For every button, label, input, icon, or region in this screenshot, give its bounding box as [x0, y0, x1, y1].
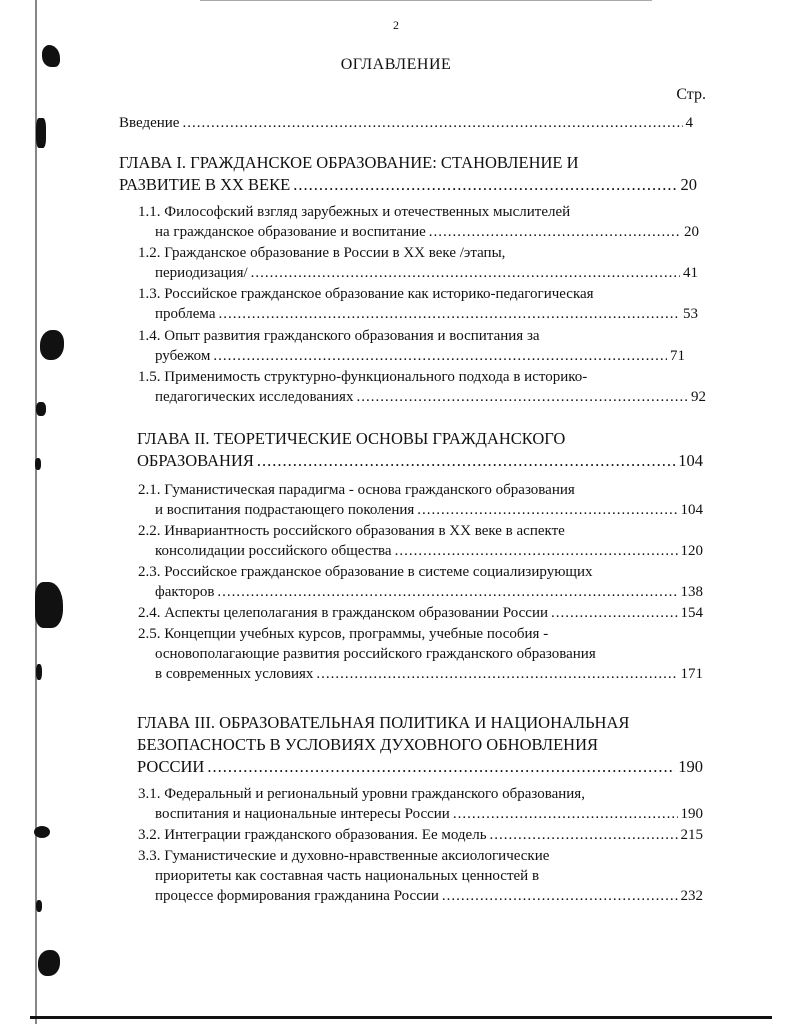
- toc-section-1-1[interactable]: [138, 202, 699, 242]
- toc-section-3-1[interactable]: [138, 784, 703, 824]
- section-title-line: 2.2. Инвариантность российского образования в XX веке в аспекте: [138, 523, 565, 539]
- section-page: 154: [680, 605, 703, 621]
- leader-dots: [207, 756, 675, 778]
- leader-dots: [395, 541, 678, 561]
- section-title-line: 2.3. Российское гражданское образование в системе социализирующих: [138, 564, 593, 580]
- section-page: 232: [680, 888, 703, 904]
- section-title-line: 1.2. Гражданское образование в России в XX веке /этапы,: [138, 245, 506, 261]
- leader-dots: [442, 886, 678, 906]
- leader-dots: [257, 450, 675, 472]
- scan-edge-bottom: [30, 1016, 772, 1019]
- leader-dots: [217, 582, 677, 602]
- toc-section-1-2[interactable]: [138, 243, 698, 283]
- scan-mark: [36, 118, 46, 148]
- section-title-line: на гражданское образование и воспитание: [155, 224, 426, 240]
- scan-mark: [35, 458, 41, 470]
- scan-mark: [35, 582, 63, 628]
- section-title-line: 2.1. Гуманистическая парадигма - основа гражданского образования: [138, 482, 575, 498]
- section-title-line: в современных условиях: [155, 666, 314, 682]
- toc-section-1-5[interactable]: [138, 367, 706, 407]
- section-title-line: периодизация/: [155, 265, 248, 281]
- scan-edge-top: [200, 0, 652, 1]
- section-title-line: воспитания и национальные интересы России: [155, 806, 450, 822]
- toc-entry-label: Введение: [119, 115, 180, 131]
- toc-chapter-3[interactable]: [137, 712, 703, 778]
- section-title-line: 2.5. Концепции учебных курсов, программы, учебные пособия -: [138, 626, 549, 642]
- leader-dots: [429, 222, 681, 242]
- toc-entry-intro[interactable]: [119, 113, 693, 133]
- section-title-line: проблема: [155, 306, 216, 322]
- section-title-line: консолидации российского общества: [155, 543, 392, 559]
- toc-section-3-2[interactable]: [138, 825, 703, 845]
- section-title-line: педагогических исследованиях: [155, 389, 354, 405]
- scan-mark: [36, 664, 42, 680]
- toc-section-1-4[interactable]: [138, 326, 685, 366]
- chapter-title-line: ОБРАЗОВАНИЯ: [137, 451, 254, 470]
- section-title-line: 3.1. Федеральный и региональный уровни гражданского образования,: [138, 786, 585, 802]
- section-page: 20: [684, 224, 699, 240]
- leader-dots: [218, 304, 680, 324]
- section-page: 53: [683, 306, 698, 322]
- section-page: 171: [680, 666, 703, 682]
- chapter-title-line: ГЛАВА II. ТЕОРЕТИЧЕСКИЕ ОСНОВЫ ГРАЖДАНСКОГО: [137, 429, 566, 448]
- leader-dots: [490, 825, 678, 845]
- toc-section-3-3[interactable]: [138, 846, 703, 906]
- section-page: 41: [683, 265, 698, 281]
- leader-dots: [356, 387, 688, 407]
- leader-dots: [182, 113, 682, 133]
- section-title-line: 1.5. Применимость структурно-функционального подхода в историко-: [138, 369, 588, 385]
- toc-section-2-4[interactable]: [138, 603, 703, 623]
- chapter-page: 104: [678, 451, 703, 470]
- section-page: 138: [680, 584, 703, 600]
- toc-section-2-5[interactable]: [138, 624, 703, 684]
- leader-dots: [316, 664, 677, 684]
- toc-section-1-3[interactable]: [138, 284, 698, 324]
- toc-section-2-2[interactable]: [138, 521, 703, 561]
- section-title-line: 1.3. Российское гражданское образование как историко-педагогическая: [138, 286, 594, 302]
- section-title-line: 2.4. Аспекты целеполагания в гражданском образовании России: [138, 605, 549, 621]
- leader-dots: [417, 500, 677, 520]
- leader-dots: [293, 174, 677, 196]
- chapter-title-line: ГЛАВА III. ОБРАЗОВАТЕЛЬНАЯ ПОЛИТИКА И НАЦИОНАЛЬНАЯ: [137, 713, 630, 732]
- chapter-title-line: РАЗВИТИЕ В XX ВЕКЕ: [119, 175, 291, 194]
- section-title-line: 1.4. Опыт развития гражданского образования и воспитания за: [138, 328, 540, 344]
- section-page: 120: [680, 543, 703, 559]
- section-page: 71: [670, 348, 685, 364]
- leader-dots: [551, 603, 677, 623]
- scan-mark: [38, 950, 60, 976]
- page-column-label: Стр.: [676, 86, 706, 103]
- scan-margin-line: [35, 0, 37, 1024]
- chapter-title-line: БЕЗОПАСНОСТЬ В УСЛОВИЯХ ДУХОВНОГО ОБНОВЛЕНИЯ: [137, 735, 598, 754]
- toc-section-2-3[interactable]: [138, 562, 703, 602]
- chapter-page: 20: [680, 175, 697, 194]
- page-number: 2: [393, 18, 399, 32]
- section-page: 92: [691, 389, 706, 405]
- section-title-line: процессе формирования гражданина России: [155, 888, 439, 904]
- page-title: ОГЛАВЛЕНИЕ: [340, 56, 452, 73]
- section-title-line: 3.3. Гуманистические и духовно-нравственные аксиологические: [138, 848, 550, 864]
- leader-dots: [251, 263, 680, 283]
- leader-dots: [213, 346, 667, 366]
- toc-entry-page: 4: [685, 115, 693, 131]
- chapter-title-line: РОССИИ: [137, 757, 205, 776]
- section-title-line: приоритеты как составная часть национальных ценностей в: [155, 868, 540, 884]
- section-title-line: факторов: [155, 584, 215, 600]
- section-title-line: рубежом: [155, 348, 211, 364]
- section-page: 104: [680, 502, 703, 518]
- scan-mark: [36, 900, 42, 912]
- section-page: 190: [680, 806, 703, 822]
- section-page: 215: [680, 827, 703, 843]
- section-title-line: 1.1. Философский взгляд зарубежных и отечественных мыслителей: [138, 204, 571, 220]
- leader-dots: [453, 804, 678, 824]
- section-title-line: основополагающие развития российского гражданского образования: [155, 646, 596, 662]
- scan-mark: [36, 402, 46, 416]
- toc-chapter-1[interactable]: [119, 152, 697, 196]
- scan-mark: [34, 826, 50, 838]
- scan-mark: [40, 330, 64, 360]
- section-title-line: 3.2. Интеграции гражданского образования. Ее модель: [138, 827, 487, 843]
- chapter-page: 190: [678, 757, 703, 776]
- toc-section-2-1[interactable]: [138, 480, 703, 520]
- toc-chapter-2[interactable]: [137, 428, 703, 472]
- chapter-title-line: ГЛАВА I. ГРАЖДАНСКОЕ ОБРАЗОВАНИЕ: СТАНОВЛЕНИЕ И: [119, 153, 579, 172]
- section-title-line: и воспитания подрастающего поколения: [155, 502, 415, 518]
